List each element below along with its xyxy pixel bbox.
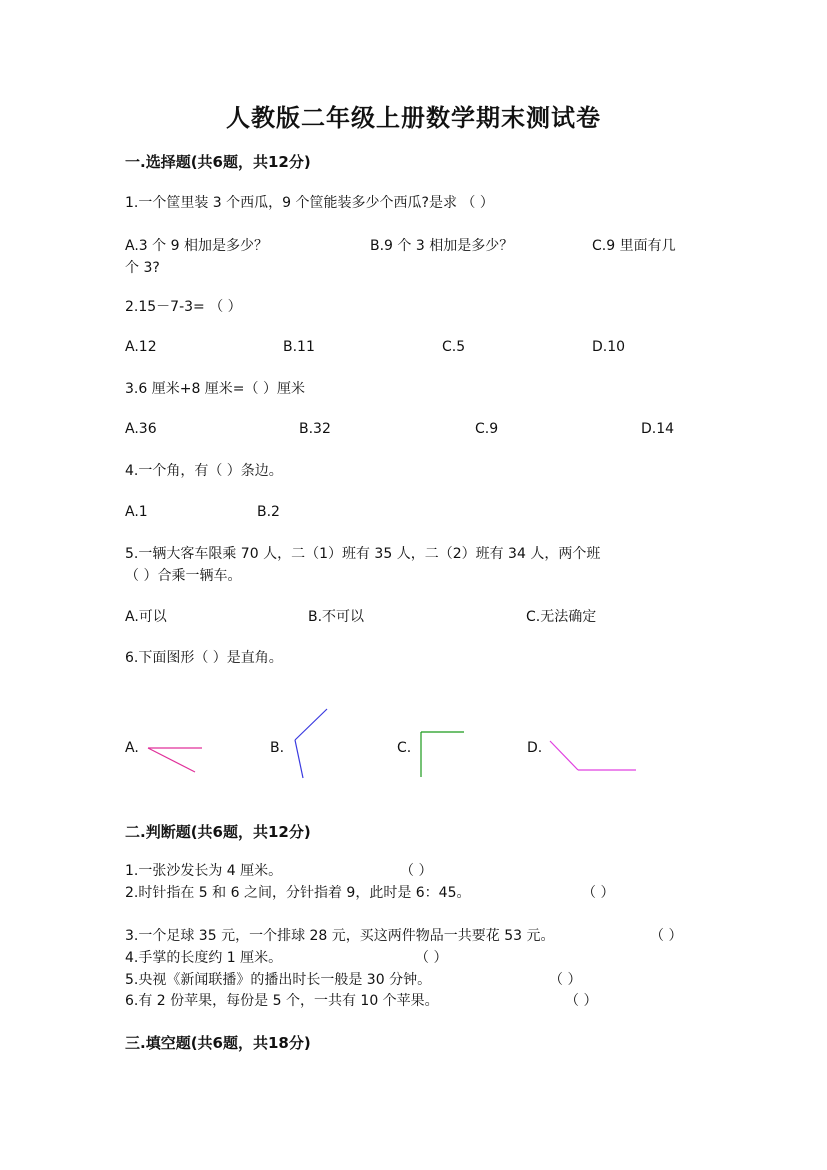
question-3-option-d: D.14 <box>641 421 675 437</box>
question-4-option-b: B.2 <box>257 504 280 520</box>
question-4-stem: 4.一个角，有（ ）条边。 <box>125 463 283 479</box>
judge-item-5-text: 5.央视《新闻联播》的播出时长一般是 30 分钟。 <box>125 972 432 988</box>
judge-item-6-text: 6.有 2 份苹果，每份是 5 个，一共有 10 个苹果。 <box>125 993 439 1009</box>
question-1-option-c: C.9 里面有几 <box>592 238 676 254</box>
question-5-option-b: B.不可以 <box>308 609 365 625</box>
angle-d-ray-1 <box>550 741 578 770</box>
section-heading-fill: 三.填空题(共6题，共18分) <box>125 1034 311 1052</box>
question-5-option-c: C.无法确定 <box>526 609 597 625</box>
angle-a-ray-2 <box>148 748 195 772</box>
judge-item-5-blank: （ ） <box>549 972 582 988</box>
judge-item-2-blank: （ ） <box>582 885 615 901</box>
section-heading-judge: 二.判断题(共6题，共12分) <box>125 823 311 841</box>
judge-item-4-blank: （ ） <box>415 950 448 966</box>
angle-figure-a <box>140 740 210 780</box>
question-6-option-a: A. <box>125 740 139 756</box>
question-2-option-b: B.11 <box>283 339 315 355</box>
page-title: 人教版二年级上册数学期末测试卷 <box>226 103 601 132</box>
question-3-option-b: B.32 <box>299 421 331 437</box>
judge-item-6-blank: （ ） <box>565 993 598 1009</box>
question-4-option-a: A.1 <box>125 504 148 520</box>
question-6-option-c: C. <box>397 740 412 756</box>
question-2-option-a: A.12 <box>125 339 157 355</box>
angle-figure-d <box>545 735 640 775</box>
question-1-option-a: A.3 个 9 相加是多少？ <box>125 238 268 254</box>
question-6-option-b: B. <box>270 740 285 756</box>
question-5-option-a: A.可以 <box>125 609 167 625</box>
judge-item-3-blank: （ ） <box>650 928 683 944</box>
angle-b-ray-2 <box>295 740 303 778</box>
question-3-stem: 3.6 厘米+8 厘米=（ ）厘米 <box>125 381 305 397</box>
angle-figure-b <box>285 700 335 785</box>
question-6-stem: 6.下面图形（ ）是直角。 <box>125 650 283 666</box>
angle-b-ray-1 <box>295 709 327 740</box>
judge-item-1-blank: （ ） <box>400 863 433 879</box>
question-3-option-c: C.9 <box>475 421 499 437</box>
question-2-option-d: D.10 <box>592 339 626 355</box>
question-5-stem: 5.一辆大客车限乘 70 人，二（1）班有 35 人，二（2）班有 34 人，两个班 <box>125 546 601 562</box>
question-1-option-b: B.9 个 3 相加是多少？ <box>370 238 514 254</box>
question-2-stem: 2.15－7-3= （ ） <box>125 299 242 315</box>
angle-figure-c <box>415 725 470 780</box>
question-6-option-d: D. <box>527 740 543 756</box>
question-3-option-a: A.36 <box>125 421 157 437</box>
judge-item-2-text: 2.时针指在 5 和 6 之间，分针指着 9，此时是 6：45。 <box>125 885 471 901</box>
section-heading-choice: 一.选择题(共6题，共12分) <box>125 153 311 171</box>
judge-item-1-text: 1.一张沙发长为 4 厘米。 <box>125 863 283 879</box>
judge-item-4-text: 4.手掌的长度约 1 厘米。 <box>125 950 283 966</box>
question-2-option-c: C.5 <box>442 339 466 355</box>
question-5-stem-cont: （ ）合乘一辆车。 <box>125 568 242 584</box>
judge-item-3-text: 3.一个足球 35 元，一个排球 28 元，买这两件物品一共要花 53 元。 <box>125 928 555 944</box>
question-1-option-c-cont: 个 3? <box>125 260 160 276</box>
question-1-stem: 1.一个筐里装 3 个西瓜，9 个筐能装多少个西瓜?是求 （ ） <box>125 195 494 211</box>
